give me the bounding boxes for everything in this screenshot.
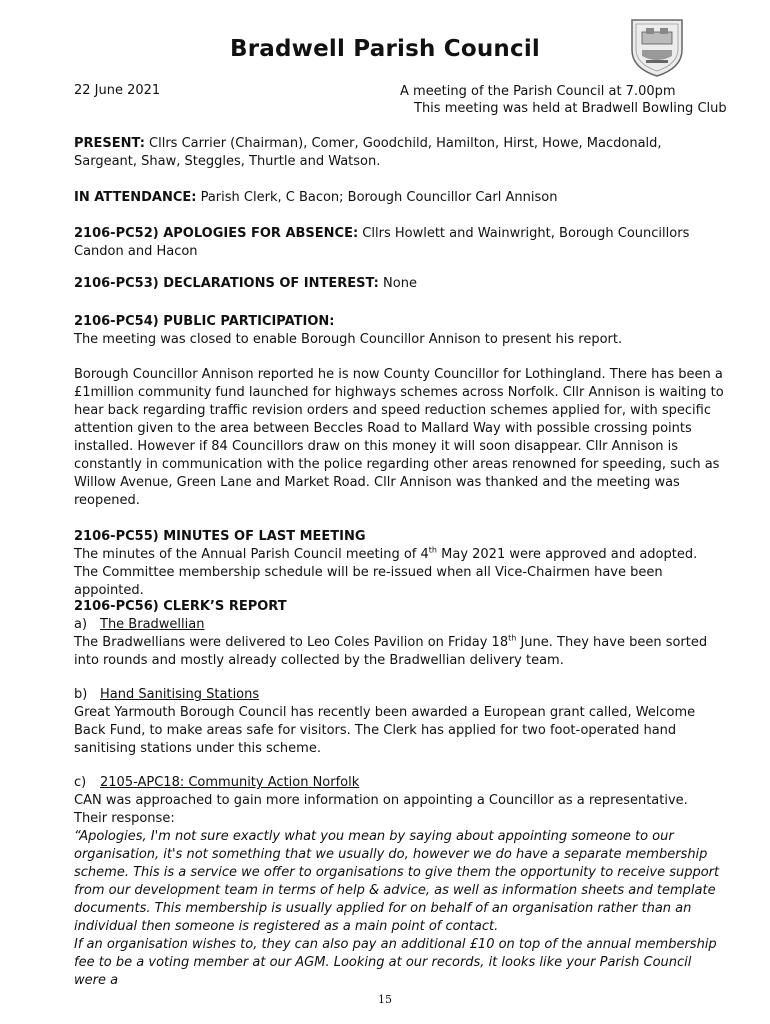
item-title: The Bradwellian [100,617,205,632]
attendance-section [74,189,724,207]
clerks-item-b-heading [74,686,724,704]
attendance-text: Parish Clerk, C Bacon; Borough Councillor Carl Annison [196,190,558,205]
item-title: Hand Sanitising Stations [100,687,260,702]
meeting-time: A meeting of the Parish Council at 7.00pm [400,84,676,99]
clerks-report-section [74,598,724,670]
clerks-item-a-heading [74,616,724,634]
public-participation-intro: The meeting was closed to enable Borough Councillor Annison to present his report. [74,332,623,347]
public-participation-section [74,313,724,349]
public-participation-label: 2106-PC54) PUBLIC PARTICIPATION: [74,314,335,329]
ordinal-suffix: th [508,633,517,643]
can-response-quote-continued: If an organisation wishes to, they can also pay an additional £10 on top of the annual membership fee to be a voting member at our AGM. Looking at our records, it looks like your Parish Council were a [74,937,717,988]
ordinal-suffix: th [428,545,437,555]
present-section [74,135,724,171]
present-text: Cllrs Carrier (Chairman), Comer, Goodchild, Hamilton, Hirst, Howe, Macdonald, Sargeant, Shaw, Steggles, Thurtle and Watson. [74,136,662,169]
apologies-text: Cllrs Howlett and Wainwright, Borough Councillors Candon and Hacon [74,226,690,259]
minutes-text-part: The minutes of the Annual Parish Council meeting of 4 [74,547,429,562]
minutes-text [74,546,724,600]
item-marker: c) [74,775,87,790]
apologies-section [74,225,724,261]
parish-crest-icon [628,16,686,78]
declarations-label: 2106-PC53) DECLARATIONS OF INTEREST: [74,276,379,291]
clerks-item-b [74,686,724,758]
declarations-text: None [378,276,417,291]
clerks-item-a-text [74,634,724,670]
apologies-label: 2106-PC52) APOLOGIES FOR ABSENCE: [74,226,359,241]
declarations-section [74,275,724,293]
meeting-venue: This meeting was held at Bradwell Bowling Club [414,101,727,116]
clerks-item-c-heading [74,774,724,792]
clerks-report-label: 2106-PC56) CLERK’S REPORT [74,599,287,614]
minutes-section [74,528,724,600]
item-title: 2105-APC18: Community Action Norfolk [100,775,360,790]
minutes-label: 2106-PC55) MINUTES OF LAST MEETING [74,529,366,544]
clerks-item-c-text: CAN was approached to gain more information on appointing a Councillor as a representative. Their response: [74,793,688,826]
minutes-text-part: May 2021 were approved and adopted. The Committee membership schedule will be re-issued when all Vice-Chairmen have been appointed. [74,547,698,598]
item-text-part: June. They have been sorted into rounds and mostly already collected by the Bradwellian delivery team. [74,635,708,668]
item-text-part: The Bradwellians were delivered to Leo Coles Pavilion on Friday 18 [74,635,509,650]
annison-report-paragraph: Borough Councillor Annison reported he is now County Councillor for Lothingland. There has been a £1million community fund launched for highways schemes across Norfolk. Cllr Annison is waiting to hear back regarding traffic revision orders and speed reduction schemes applied for, with specific attention given to the area between Beccles Road to Mallard Way with possible crossing points installed. However if 84 Councillors draw on this money it will soon disappear. Cllr Annison is constantly in communication with the police regarding other areas renowned for speeding, such as Willow Avenue, Green Lane and Market Road. Cllr Annison was thanked and the meeting was reopened. [74,367,724,508]
clerks-item-c [74,774,724,990]
clerks-item-b-text: Great Yarmouth Borough Council has recently been awarded a European grant called, Welcome Back Fund, to make areas safe for visitors. The Clerk has applied for two foot-operated hand sanitising stations under this scheme. [74,705,696,756]
meeting-date: 22 June 2021 [74,83,161,98]
page-title: Bradwell Parish Council [230,36,540,62]
can-response-quote: “Apologies, I'm not sure exactly what you mean by saying about appointing someone to our organisation, it's not something that we usually do, however we do have a separate membership scheme. This is a service we offer to organisations to give them the opportunity to receive support from our development team in terms of help & advice, as well as information sheets and template documents. This membership is usually applied for on behalf of an organisation rather than an individual then someone is registered as a main point of contact. [74,829,720,934]
item-marker: b) [74,687,88,702]
item-marker: a) [74,617,88,632]
present-label: PRESENT: [74,136,145,151]
page-number: 15 [378,993,392,1006]
attendance-label: IN ATTENDANCE: [74,190,197,205]
